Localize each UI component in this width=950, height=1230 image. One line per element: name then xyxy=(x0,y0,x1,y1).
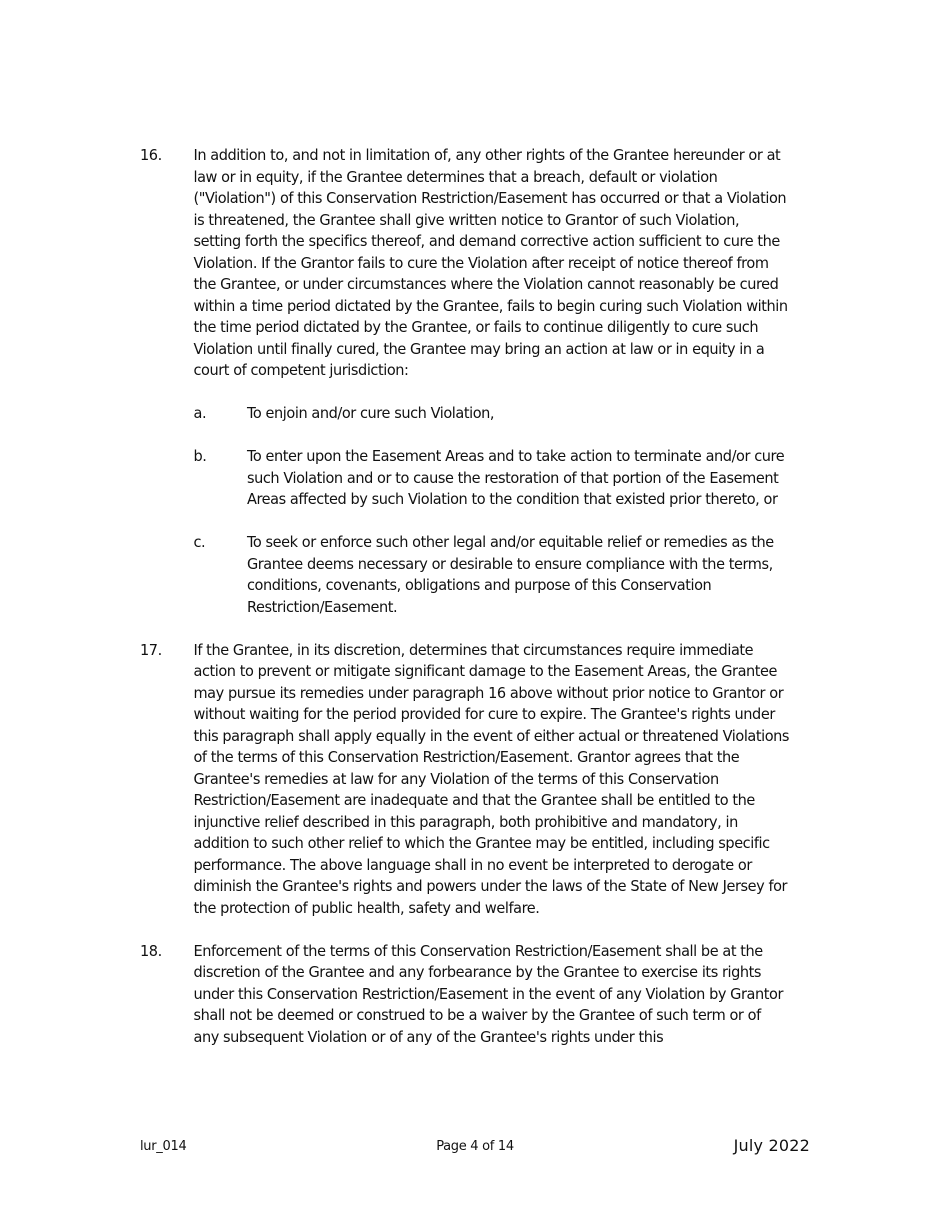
subitem-text: To seek or enforce such other legal and/or equitable relief or remedies as the Grantee deems necessary or desirable to ensure compliance with the terms, conditions, covenants, obligations and purpose of this Conservation Restriction/Easement. xyxy=(246,533,774,616)
subitem-a xyxy=(140,403,789,425)
revision-date: July 2022 xyxy=(733,1136,810,1155)
subitem-b xyxy=(140,446,789,511)
paragraph-text: In addition to, and not in limitation of, any other rights of the Grantee hereunder or at law or in equity, if the Grantee determines that a breach, default or violation ("Violation") of this Conservation Restriction/Easement has occurred or that a Violation is threatened, the Grantee shall give written notice to Grantor of such Violation, setting forth the specifics thereof, and demand corrective action sufficient to cure the Violation. If the Grantor fails to cure the Violation after receipt of notice thereof from the Grantee, or under circumstances where the Violation cannot reasonably be cured within a time period dictated by the Grantee, fails to begin curing such Violation within the time period dictated by the Grantee, or fails to continue diligently to cure such Violation until finally cured, the Grantee may bring an action at law or in equity in a court of competent jurisdiction: xyxy=(193,146,788,379)
subitem-letter: b. xyxy=(193,447,207,465)
paragraph-17 xyxy=(140,640,789,920)
paragraph-number: 17. xyxy=(140,640,162,659)
subitem-text: To enjoin and/or cure such Violation, xyxy=(246,404,495,422)
paragraph-text: Enforcement of the terms of this Conservation Restriction/Easement shall be at the discretion of the Grantee and any forbearance by the Grantee to exercise its rights under this Conservation Restriction/Easement in the event of any Violation by Grantor shall not be deemed or construed to be a waiver by the Grantee of such term or of any subsequent Violation or of any of the Grantee's rights under this xyxy=(193,941,783,1046)
paragraph-number: 16. xyxy=(140,146,162,164)
paragraph-18 xyxy=(140,941,789,1048)
page-footer xyxy=(0,1136,950,1160)
subitem-text: To enter upon the Easement Areas and to take action to terminate and/or cure such Violation and or to cause the restoration of that portion of the Easement Areas affected by such Violation to the condition that existed prior thereto, or xyxy=(246,447,785,508)
subitem-letter: c. xyxy=(193,533,206,551)
paragraph-text: If the Grantee, in its discretion, determines that circumstances require immediate action to prevent or mitigate significant damage to the Easement Areas, the Grantee may pursue its remedies under paragraph 16 above without prior notice to Grantor or without waiting for the period provided for cure to expire. The Grantee's rights under this paragraph shall apply equally in the event of either actual or threatened Violations of the terms of this Conservation Restriction/Easement. Grantor agrees that the Grantee's remedies at law for any Violation of the terms of this Conservation Restriction/Easement are inadequate and that the Grantee shall be entitled to the injunctive relief described in this paragraph, both prohibitive and mandatory, in addition to such other relief to which the Grantee may be entitled, including specific performance. The above language shall in no event be interpreted to derogate or diminish the Grantee's rights and powers under the laws of the State of New Jersey for the protection of public health, safety and welfare. xyxy=(193,640,790,917)
form-id: lur_014 xyxy=(140,1139,187,1154)
document-body xyxy=(140,145,789,1069)
paragraph-16 xyxy=(140,145,789,382)
subitem-c xyxy=(140,532,789,618)
paragraph-number: 18. xyxy=(140,941,162,960)
subitem-letter: a. xyxy=(193,404,207,422)
page-number: Page 4 of 14 xyxy=(436,1139,514,1154)
